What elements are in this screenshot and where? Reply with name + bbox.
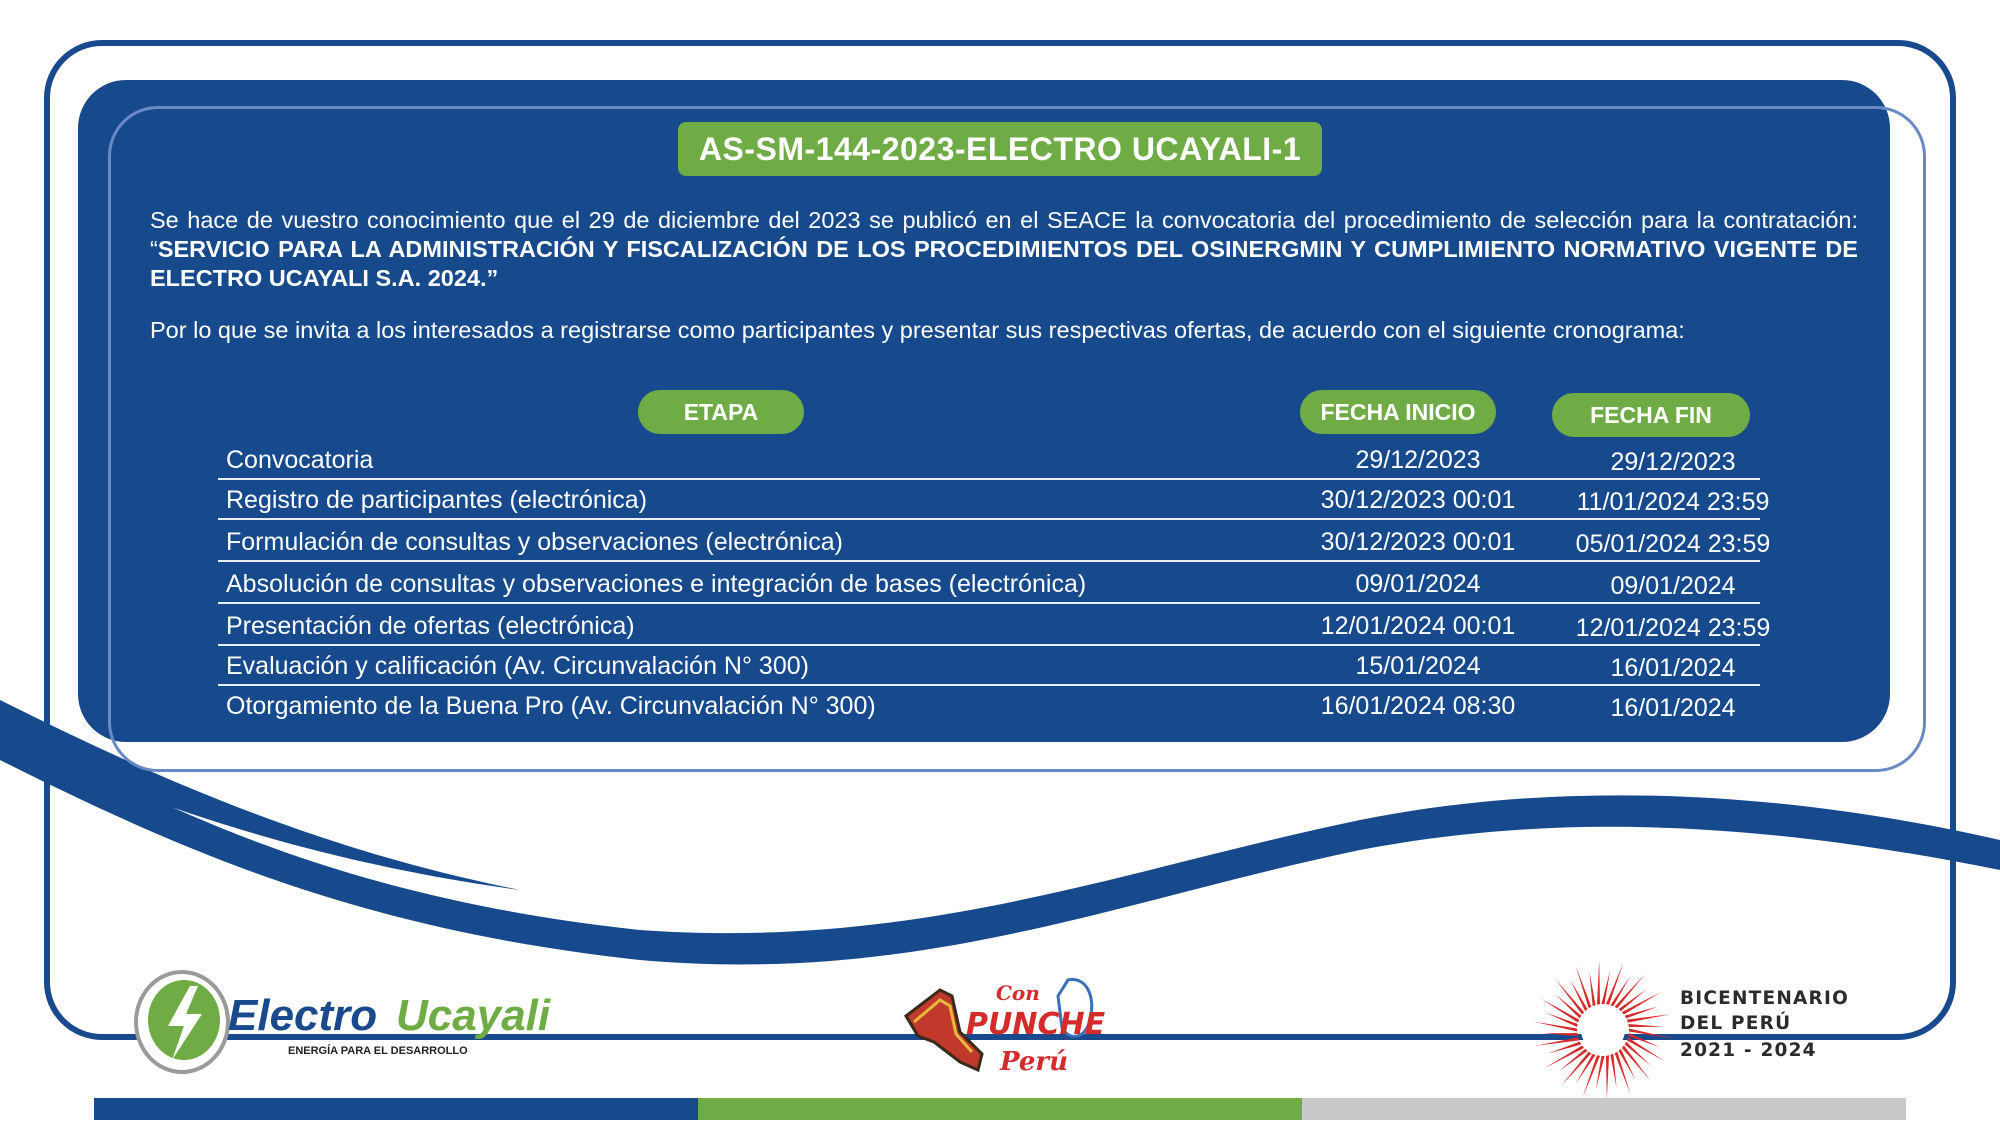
sun-ray bbox=[1597, 960, 1600, 1005]
fecha-inicio-cell: 30/12/2023 00:01 bbox=[1320, 528, 1516, 556]
fecha-fin-cell: 29/12/2023 bbox=[1610, 448, 1736, 476]
intro-text: Se hace de vuestro conocimiento que el 29 de diciembre del 2023 se publicó en el SEACE la convocatoria del procedimiento de selección para la contratación: “ bbox=[150, 207, 1858, 262]
header-fecha-inicio: FECHA INICIO bbox=[1300, 390, 1496, 434]
con-punche-peru-logo bbox=[900, 966, 1110, 1086]
table-row bbox=[218, 522, 1771, 562]
fecha-fin-cell: 11/01/2024 23:59 bbox=[1576, 488, 1770, 516]
fecha-fin-cell: 09/01/2024 bbox=[1610, 572, 1736, 600]
logo-word-ucayali: Ucayali bbox=[396, 991, 551, 1040]
fecha-fin-cell: 16/01/2024 bbox=[1610, 654, 1736, 682]
sun-ray bbox=[1606, 963, 1623, 1005]
table-row bbox=[218, 564, 1760, 604]
table-row bbox=[218, 440, 1760, 480]
fecha-inicio-cell: 29/12/2023 bbox=[1355, 446, 1481, 474]
etapa-cell: Presentación de ofertas (electrónica) bbox=[226, 612, 635, 640]
fecha-fin-cell: 05/01/2024 23:59 bbox=[1575, 530, 1771, 558]
logo-peru: Perú bbox=[1000, 1047, 1068, 1077]
etapa-cell: Registro de participantes (electrónica) bbox=[226, 486, 648, 514]
sun-ray bbox=[1543, 1033, 1578, 1036]
fecha-fin-cell: 16/01/2024 bbox=[1610, 694, 1736, 722]
sun-ray bbox=[1576, 966, 1592, 1009]
row-divider bbox=[218, 518, 1760, 520]
etapa-cell: Otorgamiento de la Buena Pro (Av. Circunvalación N° 300) bbox=[226, 692, 876, 720]
logo-tagline: ENERGÍA PARA EL DESARROLLO bbox=[288, 1045, 468, 1057]
strip-green bbox=[698, 1098, 1302, 1120]
fecha-fin-cell: 12/01/2024 23:59 bbox=[1575, 614, 1771, 642]
fecha-inicio-cell: 15/01/2024 bbox=[1355, 652, 1481, 680]
etapa-cell: Formulación de consultas y observaciones (electrónica) bbox=[226, 528, 843, 556]
service-title: SERVICIO PARA LA ADMINISTRACIÓN Y FISCALIZACIÓN DE LOS PROCEDIMIENTOS DEL OSINERGMIN Y CUMPLIMIENTO NORMATIVO VIGENTE DE ELECTRO UCAYALI S.A. 2024.” bbox=[150, 236, 1858, 291]
table-row bbox=[218, 606, 1771, 646]
sun-ray bbox=[1615, 1052, 1631, 1095]
table-row bbox=[218, 646, 1760, 686]
intro-paragraph bbox=[150, 206, 1858, 293]
etapa-cell: Absolución de consultas y observaciones e integración de bases (electrónica) bbox=[226, 570, 1087, 598]
bicentenario-line1: BICENTENARIO bbox=[1680, 988, 1849, 1009]
sun-ray bbox=[1589, 972, 1595, 1007]
bicentenario-line3: 2021 - 2024 bbox=[1680, 1040, 1817, 1061]
logo-word-electro: Electro bbox=[228, 991, 378, 1040]
header-etapa: ETAPA bbox=[638, 390, 804, 434]
procedure-code: AS-SM-144-2023-ELECTRO UCAYALI-1 bbox=[678, 122, 1322, 176]
logo-con: Con bbox=[996, 981, 1040, 1005]
fecha-inicio-cell: 30/12/2023 00:01 bbox=[1320, 486, 1516, 514]
sun-ray bbox=[1610, 1054, 1616, 1089]
strip-gray bbox=[1302, 1098, 1906, 1120]
sun-ray bbox=[1628, 1024, 1663, 1027]
row-divider bbox=[218, 602, 1760, 604]
table-row bbox=[218, 480, 1770, 520]
header-fecha-fin: FECHA FIN bbox=[1552, 393, 1750, 437]
electro-ucayali-logo bbox=[132, 968, 552, 1076]
row-divider bbox=[218, 560, 1760, 562]
table-row bbox=[218, 686, 1760, 726]
etapa-cell: Evaluación y calificación (Av. Circunvalación N° 300) bbox=[226, 652, 809, 680]
sun-ray bbox=[1606, 1055, 1609, 1100]
fecha-inicio-cell: 09/01/2024 bbox=[1355, 570, 1481, 598]
strip-blue bbox=[94, 1098, 698, 1120]
fecha-inicio-cell: 16/01/2024 08:30 bbox=[1320, 692, 1516, 720]
invite-paragraph: Por lo que se invita a los interesados a registrarse como participantes y presentar sus respectivas ofertas, de acuerdo con el siguiente cronograma: bbox=[150, 317, 1685, 343]
etapa-cell: Convocatoria bbox=[226, 446, 374, 474]
logo-punche: PUNCHE bbox=[966, 1007, 1106, 1042]
bicentenario-logo bbox=[1528, 955, 1678, 1105]
sun-ray bbox=[1583, 1055, 1600, 1097]
bicentenario-line2: DEL PERÚ bbox=[1680, 1013, 1792, 1034]
fecha-inicio-cell: 12/01/2024 00:01 bbox=[1320, 612, 1516, 640]
